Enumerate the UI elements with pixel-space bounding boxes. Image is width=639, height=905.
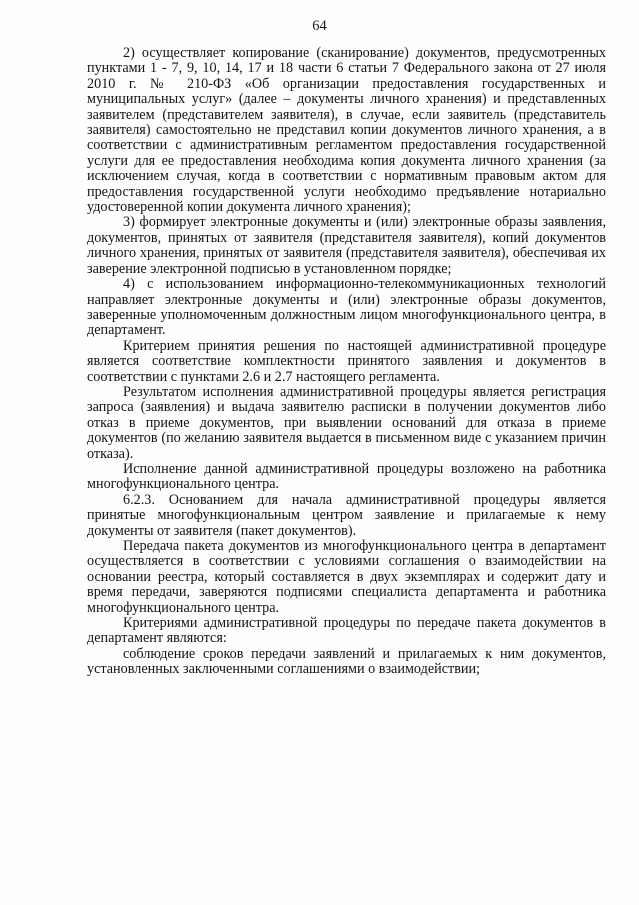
page-number: 64 xyxy=(312,18,327,34)
document-body xyxy=(87,46,606,678)
paragraph-item-3: 3) формирует электронные документы и (или) электронные образы заявления, документов, принятых от заявителя (представителя заявителя), копий документов личного хранения, принятых от заявителя (представителя заявителя), обеспечивая их заверение электронной подписью в установленном порядке; xyxy=(87,214,606,277)
paragraph-deadline-compliance: соблюдение сроков передачи заявлений и прилагаемых к ним документов, установленных заключенными соглашениями о взаимодействии; xyxy=(87,645,606,678)
paragraph-procedure-result: Результатом исполнения административной процедуры является регистрация запроса (заявления) и выдача заявителю расписки в получении документов либо отказ в приеме документов, при выявлении оснований для отказа в приеме документов (по желанию заявителя выдается в письменном виде с указанием причин отказа). xyxy=(87,383,606,462)
paragraph-decision-criterion: Критерием принятия решения по настоящей административной процедуре является соответствие комплектности принятого заявления и документов в соответствии с пунктами 2.6 и 2.7 настоящего регламента. xyxy=(87,337,606,385)
paragraph-transfer-criteria: Критериями административной процедуры по передаче пакета документов в департамент являются: xyxy=(87,615,606,647)
paragraph-section-6-2-3: 6.2.3. Основанием для начала административной процедуры является принятые многофункциональным центром заявление и прилагаемые к нему документы от заявителя (пакет документов). xyxy=(87,491,606,539)
paragraph-procedure-executor: Исполнение данной административной процедуры возложено на работника многофункционального центра. xyxy=(87,460,606,493)
paragraph-item-2: 2) осуществляет копирование (сканирование) документов, предусмотренных пунктами 1 - 7, 9, 10, 14, 17 и 18 части 6 статьи 7 Федерального закона от 27 июля 2010 г. № 210-ФЗ «Об организации предоставления государственных и муниципальных услуг» (далее – документы личного хранения) и представленных заявителем (представителем заявителя), в случае, если заявитель (представитель заявителя) самостоятельно не представил копии документов личного хранения, а в соответствии с административным регламентом предоставления государственной услуги для ее предоставления необходима копия документа личного хранения (за исключением случая, когда в соответствии с нормативным правовым актом для предоставления государственной услуги необходимо предъявление нотариально удостоверенной копии документа личного хранения); xyxy=(87,45,606,216)
paragraph-item-4: 4) с использованием информационно-телекоммуникационных технологий направляет электронные документы и (или) электронные образы документов, заверенные уполномоченным должностным лицом многофункционального центра, в департамент. xyxy=(87,276,606,339)
paragraph-package-transfer: Передача пакета документов из многофункционального центра в департамент осуществляется в соответствии с условиями соглашения о взаимодействии на основании реестра, который составляется в двух экземплярах и содержит дату и время передачи, заверяются подписями специалиста департамента и работника многофункционального центра. xyxy=(87,538,606,616)
